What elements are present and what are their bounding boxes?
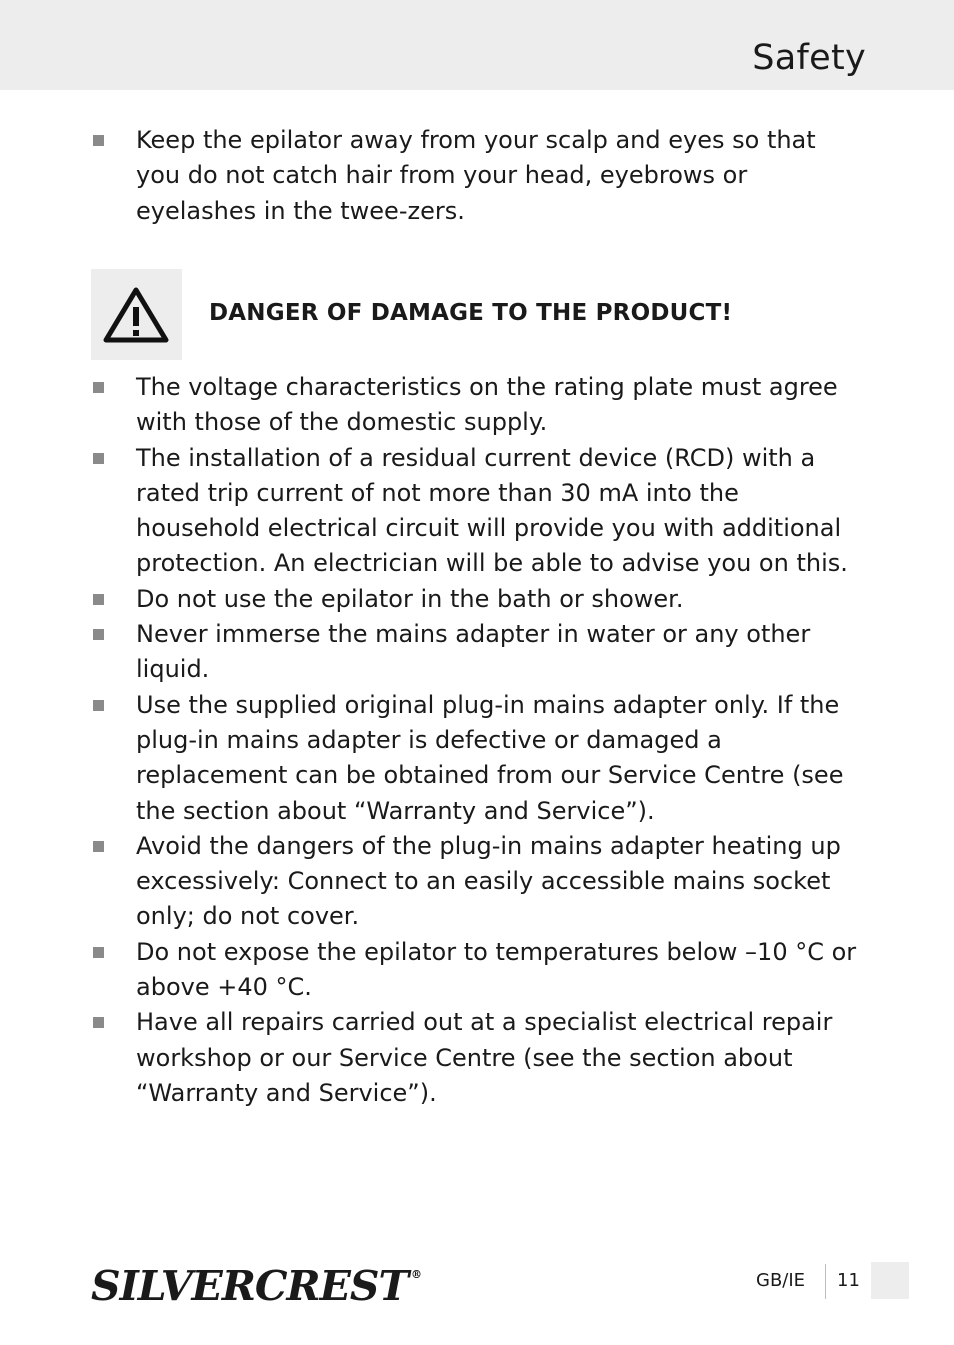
list-item-text: Do not use the epilator in the bath or shower. [136,584,684,613]
list-item-text: Have all repairs carried out at a specialist electrical repair workshop or our Service Centre (see the section about “Warranty and Service”). [136,1008,833,1107]
list-item [0,441,866,582]
registered-mark: ® [410,1268,421,1281]
warning-heading: DANGER OF DAMAGE TO THE PRODUCT! [209,300,733,326]
bullet-square-icon [93,841,104,852]
list-item-text: Do not expose the epilator to temperatures below –10 °C or above +40 °C. [136,937,857,1002]
list-item-text: The installation of a residual current device (RCD) with a rated trip current of not more than 30 mA into the household electrical circuit will provide you with additional protection. An electrician will be able to advise you on this. [136,443,848,578]
safety-list [0,370,954,1111]
warning-icon-box [91,269,182,360]
intro-list [0,123,954,229]
footer-language: GB/IE [756,1270,806,1291]
list-item-text: Keep the epilator away from your scalp and eyes so that you do not catch hair from your head, eyebrows or eyelashes in the twee-zers. [136,126,816,225]
bullet-square-icon [93,135,104,146]
list-item-text: Avoid the dangers of the plug-in mains adapter heating up excessively: Connect to an easily accessible mains socket only; do not cover. [136,831,841,931]
bullet-square-icon [93,700,104,711]
list-item-text: Never immerse the mains adapter in water or any other liquid. [136,620,811,684]
warning-triangle-icon [103,287,169,343]
list-item [0,935,866,1006]
footer-tab-marker [871,1262,909,1299]
list-item-text: The voltage characteristics on the rating plate must agree with those of the domestic supply. [136,373,838,437]
list-item [0,123,866,229]
list-item [0,688,866,829]
bullet-square-icon [93,947,104,958]
bullet-square-icon [93,453,104,464]
list-item [0,829,866,935]
footer-divider [825,1264,826,1299]
bullet-square-icon [93,594,104,605]
list-item [0,617,866,688]
list-item [0,370,866,441]
bullet-square-icon [93,629,104,640]
page-title: Safety [752,38,866,78]
bullet-square-icon [93,382,104,393]
bullet-square-icon [93,1017,104,1028]
list-item [0,1005,866,1111]
brand-name: SILVERCREST [91,1262,408,1310]
list-item-text: Use the supplied original plug-in mains adapter only. If the plug-in mains adapter is defective or damaged a replacement can be obtained from our Service Centre (see the section about “Warranty and Service”). [136,690,844,825]
page-number: 11 [837,1270,860,1291]
list-item [0,582,866,617]
brand-logo [91,1262,421,1310]
